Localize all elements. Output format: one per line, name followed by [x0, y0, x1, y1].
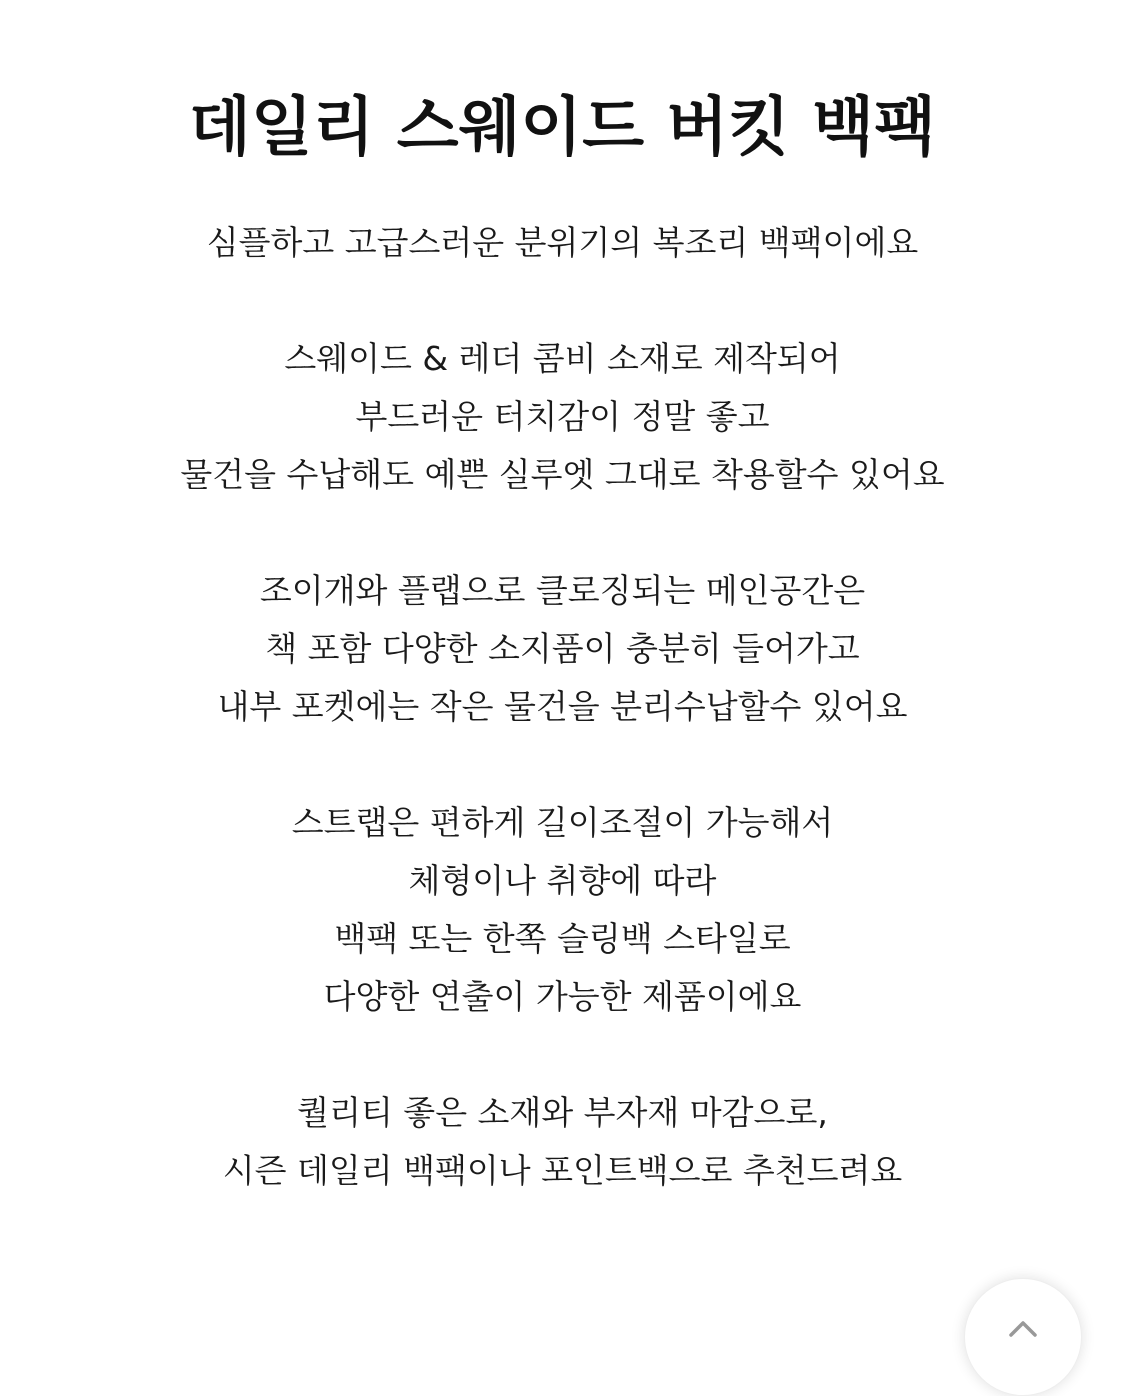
description-paragraph-3	[0, 562, 1125, 736]
product-title: 데일리 스웨이드 버킷 백팩	[189, 91, 936, 165]
description-line: 스트랩은 편하게 길이조절이 가능해서	[291, 803, 834, 842]
description-line: 심플하고 고급스러운 분위기의 복조리 백팩이에요	[206, 223, 919, 262]
description-paragraph-5	[0, 1084, 1125, 1200]
description-paragraph-1	[0, 214, 1125, 272]
description-paragraph-2	[0, 330, 1125, 504]
description-line: 물건을 수납해도 예쁜 실루엣 그대로 착용할수 있어요	[180, 455, 945, 494]
description-line: 스웨이드 & 레더 콤비 소재로 제작되어	[284, 339, 841, 378]
description-line: 퀄리티 좋은 소재와 부자재 마감으로,	[297, 1093, 828, 1132]
description-line: 부드러운 터치감이 정말 좋고	[355, 397, 770, 436]
description-paragraph-4	[0, 794, 1125, 1026]
scroll-to-top-button[interactable]	[964, 1278, 1082, 1396]
description-line: 내부 포켓에는 작은 물건을 분리수납할수 있어요	[217, 687, 908, 726]
product-description	[0, 214, 1125, 1258]
description-line: 체형이나 취향에 따라	[408, 861, 717, 900]
description-line: 책 포함 다양한 소지품이 충분히 들어가고	[265, 629, 860, 668]
description-line: 다양한 연출이 가능한 제품이에요	[323, 977, 802, 1016]
description-line: 조이개와 플랩으로 클로징되는 메인공간은	[259, 571, 866, 610]
description-line: 시즌 데일리 백팩이나 포인트백으로 추천드려요	[222, 1151, 903, 1190]
arrow-up-icon	[1005, 1313, 1041, 1349]
description-line: 백팩 또는 한쪽 슬링백 스타일로	[334, 919, 791, 958]
